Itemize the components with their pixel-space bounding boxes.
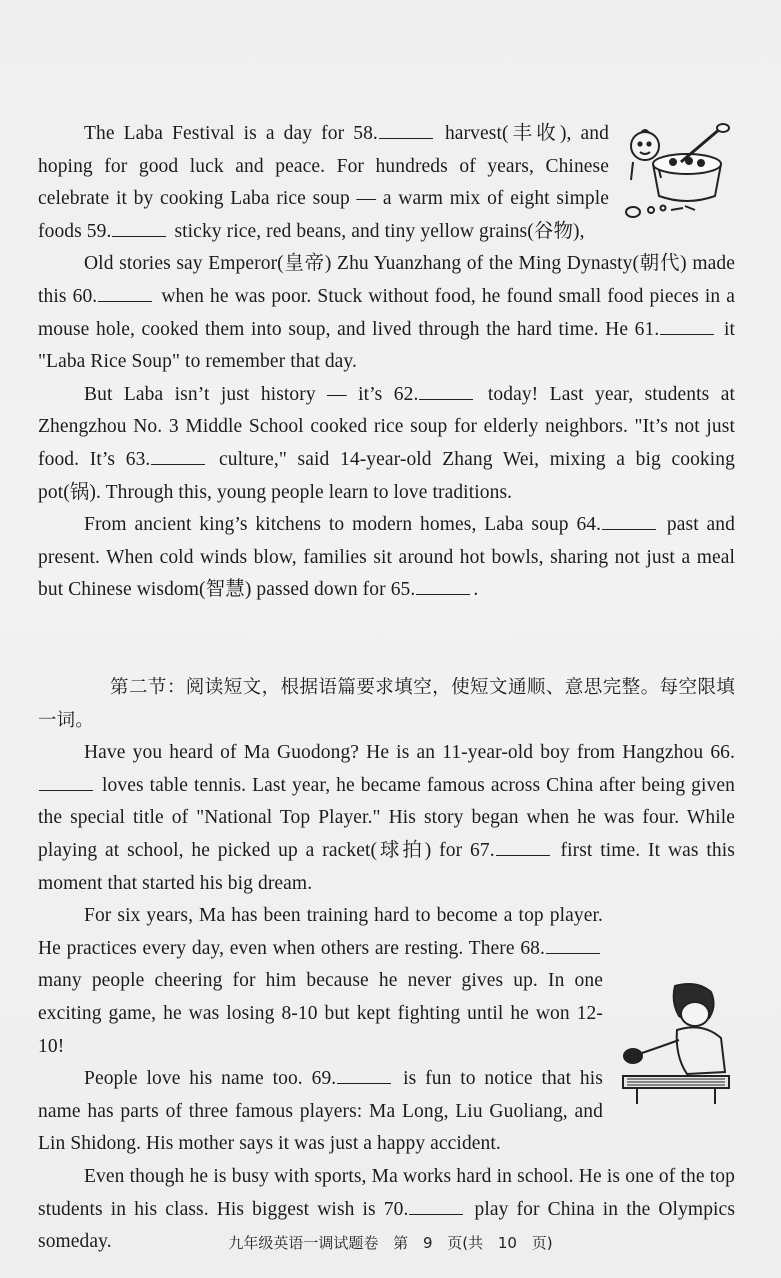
blank-70[interactable] (409, 1198, 463, 1215)
paragraph-3: But Laba isn’t just history — it’s 62. today! Last year, students at Zhengzhou No. 3 Middle School cooked rice soup for elderly neighbors. "It’s not just food. It’s 63. culture," said 14-year-old Zhang Wei, mixing a big cooking pot(锅). Through this, young people learn to love traditions. (38, 383, 735, 503)
passage-laba (38, 118, 735, 607)
laba-soup-illustration (623, 122, 735, 218)
section-2 (38, 672, 735, 1259)
paragraph-4: From ancient king’s kitchens to modern homes, Laba soup 64. past and present. When cold winds blow, families sit around hot bowls, sharing not just a meal but Chinese wisdom(智慧) passed down for 65. . (38, 514, 735, 601)
paragraph-1: The Laba Festival is a day for 58. harvest(丰收), and hoping for good luck and peace. For hundreds of years, Chinese celebrate it by cooking Laba rice soup — a warm mix of eight simple foods 59. sticky rice, red beans, and tiny yellow grains(谷物), (38, 123, 609, 242)
blank-63[interactable] (151, 448, 205, 465)
paragraph-ma-4: Even though he is busy with sports, Ma works hard in school. He is one of the top students in his class. His biggest wish is 70. play for China in the Olympics someday. (38, 1165, 736, 1253)
blank-59[interactable] (112, 220, 166, 237)
blank-58[interactable] (379, 122, 433, 139)
table-tennis-illustration (617, 978, 735, 1110)
blank-62[interactable] (419, 383, 473, 400)
paragraph-ma-1: Have you heard of Ma Guodong? He is an 11-year-old boy from Hangzhou 66. loves table tennis. Last year, he became famous across China after being given the special title of "National Top Player." His story began when he was four. While playing at school, he picked up a racket(球拍) for 67. first time. It was this moment that started his big dream. (38, 742, 735, 894)
page-footer: 九年级英语一调试题卷 第 9 页(共 10 页) (228, 1234, 553, 1252)
blank-60[interactable] (98, 285, 152, 302)
paragraph-ma-3: People love his name too. 69. is fun to notice that his name has parts of three famous players: Ma Long, Liu Guoliang, and Lin Shidong. His mother says it was just a happy accident. (38, 1068, 603, 1155)
paragraph-2: Old stories say Emperor(皇帝) Zhu Yuanzhang of the Ming Dynasty(朝代) made this 60. when he was poor. Stuck without food, he found small food pieces in a mouse hole, cooked them into soup, and lived through the hard time. He 61. it "Laba Rice Soup" to remember that day. (38, 253, 735, 373)
blank-69[interactable] (337, 1067, 391, 1084)
blank-66[interactable] (39, 774, 93, 791)
paragraph-ma-2: For six years, Ma has been training hard to become a top player. He practices every day, even when others are resting. There 68. many people cheering for him because he never gives up. In one exciting game, he was losing 8-10 but kept fighting until he won 12-10! (38, 905, 603, 1057)
section-2-heading: 第二节：阅读短文，根据语篇要求填空，使短文通顺、意思完整。每空限填一词。 (38, 677, 735, 731)
blank-61[interactable] (660, 318, 714, 335)
blank-64[interactable] (602, 513, 656, 530)
blank-65[interactable] (416, 578, 470, 595)
blank-67[interactable] (496, 839, 550, 856)
blank-68[interactable] (546, 937, 600, 954)
